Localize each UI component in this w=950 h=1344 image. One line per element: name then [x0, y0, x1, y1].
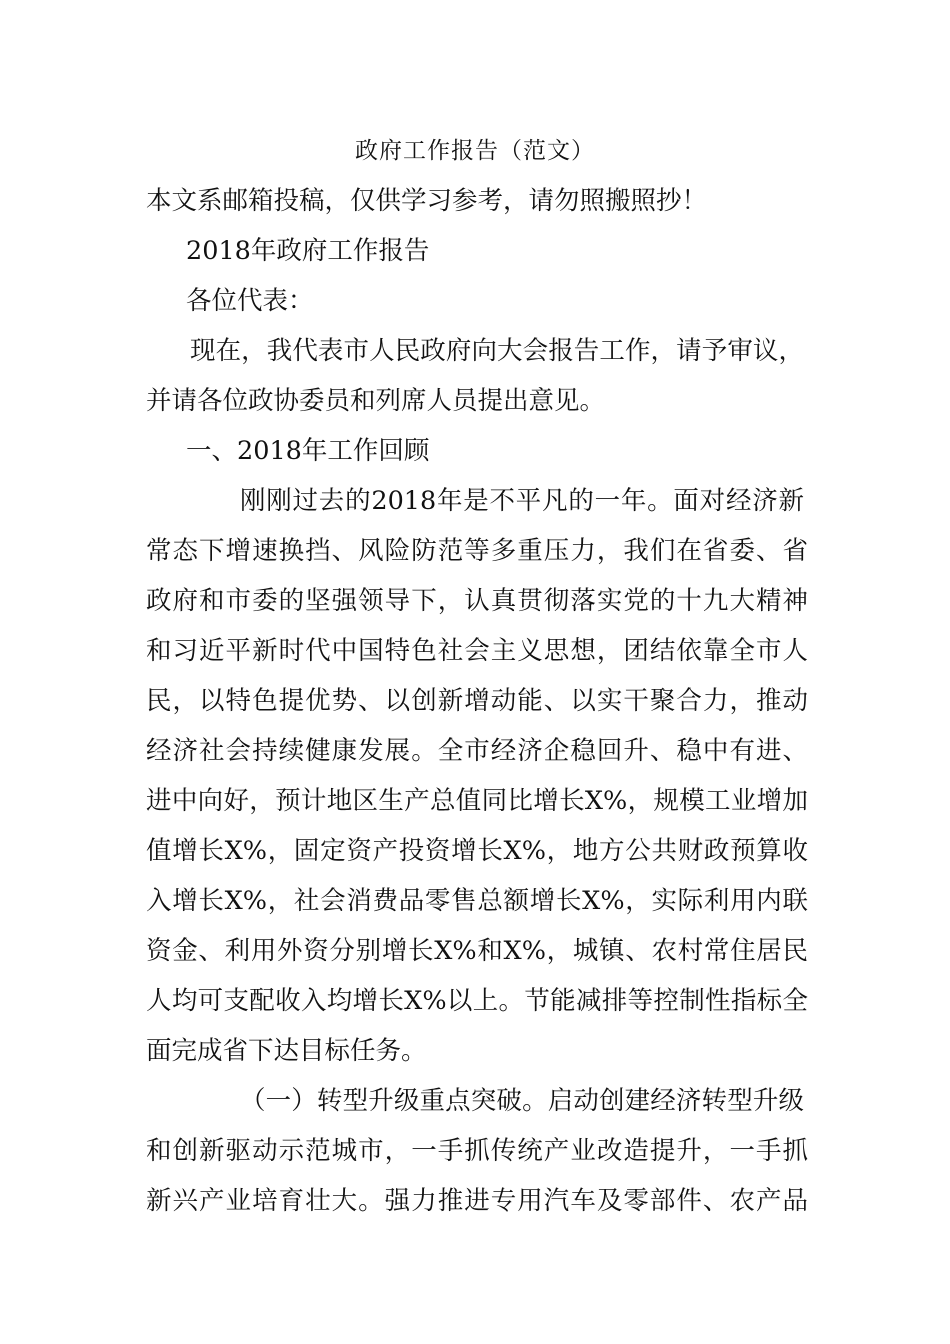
section-heading: 一、2018年工作回顾	[186, 436, 430, 466]
review-line: 和习近平新时代中国特色社会主义思想，团结依靠全市人	[146, 636, 808, 666]
review-line: 政府和市委的坚强领导下，认真贯彻落实党的十九大精神	[146, 586, 808, 616]
review-line: 民，以特色提优势、以创新增动能、以实干聚合力，推动	[146, 686, 808, 716]
review-line: 常态下增速换挡、风险防范等多重压力，我们在省委、省	[146, 536, 808, 566]
review-line: 经济社会持续健康发展。全市经济企稳回升、稳中有进、	[146, 736, 808, 766]
review-line: 资金、利用外资分别增长X%和X%，城镇、农村常住居民	[146, 936, 808, 966]
intro-line: 并请各位政协委员和列席人员提出意见。	[146, 386, 606, 416]
review-line: 刚刚过去的2018年是不平凡的一年。面对经济新	[240, 486, 804, 516]
subsection-line: （一）转型升级重点突破。启动创建经济转型升级	[240, 1086, 804, 1116]
review-line: 进中向好，预计地区生产总值同比增长X%，规模工业增加	[146, 786, 808, 816]
review-line: 入增长X%，社会消费品零售总额增长X%，实际利用内联	[146, 886, 808, 916]
review-line: 人均可支配收入均增长X%以上。节能减排等控制性指标全	[146, 986, 808, 1016]
report-heading: 2018年政府工作报告	[186, 236, 430, 266]
review-line: 面完成省下达目标任务。	[146, 1036, 427, 1066]
salutation: 各位代表：	[186, 286, 314, 316]
notice-line: 本文系邮箱投稿，仅供学习参考，请勿照搬照抄！	[146, 186, 708, 216]
subsection-line: 新兴产业培育壮大。强力推进专用汽车及零部件、农产品	[146, 1186, 808, 1216]
subsection-line: 和创新驱动示范城市，一手抓传统产业改造提升，一手抓	[146, 1136, 808, 1166]
review-line: 值增长X%，固定资产投资增长X%，地方公共财政预算收	[146, 836, 808, 866]
intro-line: 现在，我代表市人民政府向大会报告工作，请予审议，	[190, 336, 804, 366]
document-title: 政府工作报告（范文）	[355, 138, 595, 164]
